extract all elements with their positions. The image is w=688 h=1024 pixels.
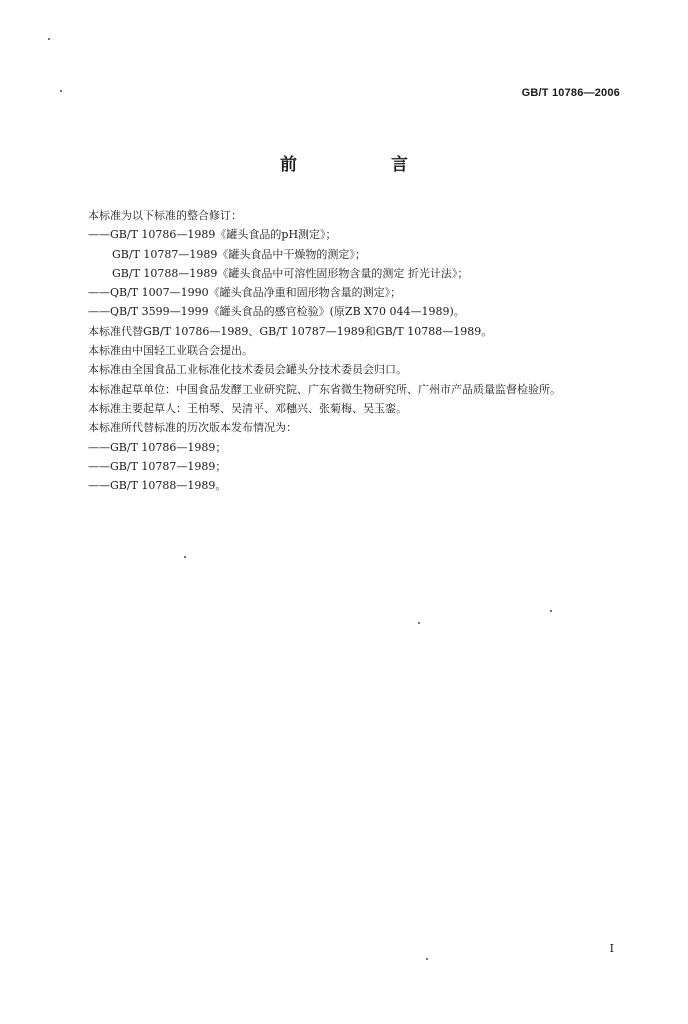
body-line: 本标准由中国轻工业联合会提出。	[88, 344, 253, 358]
scan-speck	[48, 38, 50, 40]
page-title: 前 言	[280, 155, 452, 175]
body-line: ——QB/T 1007—1990《罐头食品净重和固形物含量的测定》；	[88, 286, 402, 300]
body-line: 本标准主要起草人：王柏琴、吴清平、邓穗兴、张菊梅、吴玉銮。	[88, 401, 407, 415]
body-line: ——GB/T 10787—1989；	[88, 459, 227, 473]
body-line: 本标准起草单位：中国食品发酵工业研究院、广东省微生物研究所、广州市产品质量监督检验所。	[88, 382, 561, 396]
body-line: ——GB/T 10786—1989《罐头食品的pH测定》；	[88, 228, 337, 242]
body-line: 本标准由全国食品工业标准化技术委员会罐头分技术委员会归口。	[88, 363, 407, 377]
page-number: I	[609, 942, 614, 955]
scan-speck	[418, 622, 420, 624]
scan-speck	[426, 958, 428, 960]
scan-speck	[184, 556, 186, 558]
body-line: ——QB/T 3599—1999《罐头食品的感官检验》(原ZB X70 044—1989)。	[88, 305, 465, 319]
body-line: 本标准所代替标准的历次版本发布情况为：	[88, 421, 297, 435]
body-line: GB/T 10787—1989《罐头食品中干燥物的测定》；	[112, 247, 366, 261]
body-line: GB/T 10788—1989《罐头食品中可溶性固形物含量的测定 折光计法》；	[112, 266, 469, 280]
body-line: 本标准为以下标准的整合修订：	[88, 209, 242, 222]
body-line: ——GB/T 10788—1989。	[88, 479, 227, 493]
standard-code: GB/T 10786—2006	[521, 87, 620, 99]
scan-speck	[60, 90, 62, 92]
body-line: 本标准代替GB/T 10786—1989、GB/T 10787—1989和GB/T 10788—1989。	[88, 324, 493, 338]
body-line: ——GB/T 10786—1989；	[88, 440, 227, 454]
scan-speck	[550, 610, 552, 612]
foreword-body	[88, 206, 648, 495]
